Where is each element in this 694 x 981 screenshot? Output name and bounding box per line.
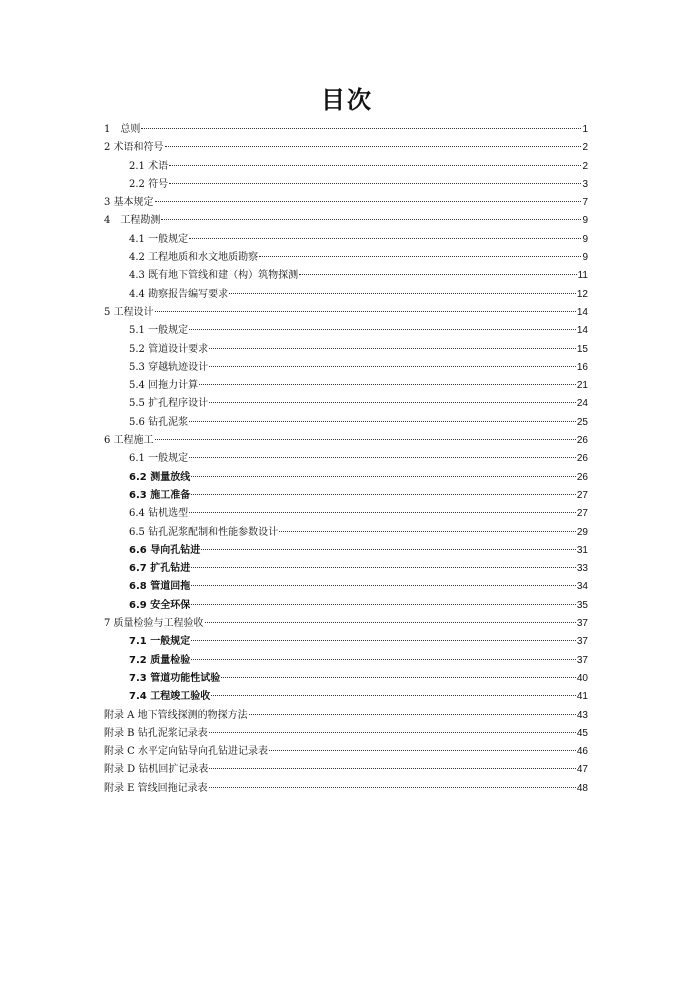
toc-entry[interactable] [104, 578, 588, 596]
toc-page-number: 16 [576, 361, 588, 373]
toc-dot-leader [211, 695, 576, 696]
toc-page-number: 34 [576, 581, 588, 593]
toc-entry-label: 4.2 工程地质和水文地质勘察 [129, 252, 259, 264]
toc-entry-label: 6.6 导向孔钻进 [129, 544, 201, 556]
toc-entry-label: 附录 C 水平定向钻导向孔钻进记录表 [104, 746, 269, 758]
toc-dot-leader [209, 402, 576, 403]
toc-dot-leader [191, 604, 576, 605]
toc-dot-leader [199, 384, 576, 385]
toc-dot-leader [209, 768, 576, 769]
toc-page-number: 21 [576, 380, 588, 392]
toc-page-number: 31 [576, 544, 588, 556]
toc-entry[interactable] [104, 652, 588, 670]
toc-entry-label: 4.3 既有地下管线和建（构）筑物探测 [129, 270, 299, 282]
toc-dot-leader [189, 329, 576, 330]
toc-page-number: 27 [576, 489, 588, 501]
toc-entry-label: 附录 B 钻孔泥浆记录表 [104, 727, 208, 739]
toc-page-number: 26 [576, 453, 588, 465]
toc-dot-leader [155, 311, 576, 312]
toc-entry-label: 6.7 扩孔钻进 [129, 563, 191, 575]
toc-entry-label: 6.4 钻机选型 [129, 508, 189, 520]
toc-entry-label: 5 工程设计 [104, 306, 154, 318]
toc-entry[interactable] [104, 597, 588, 615]
toc-entry[interactable] [104, 249, 588, 267]
toc-entry-label: 5.1 一般规定 [129, 325, 189, 337]
toc-entry-label: 2.1 术语 [129, 160, 169, 172]
toc-entry[interactable] [104, 761, 588, 779]
toc-page-number: 40 [576, 672, 588, 684]
toc-page-number: 25 [576, 416, 588, 428]
toc-page-number: 41 [576, 691, 588, 703]
toc-page-number: 2 [582, 142, 588, 154]
toc-dot-leader [155, 439, 576, 440]
toc-dot-leader [191, 476, 576, 477]
toc-entry-label: 4.1 一般规定 [129, 233, 189, 245]
toc-dot-leader [221, 677, 576, 678]
toc-entry-label: 7.1 一般规定 [129, 636, 191, 648]
table-of-contents [104, 121, 588, 798]
toc-entry[interactable] [104, 743, 588, 761]
toc-entry-label: 7.3 管道功能性试验 [129, 672, 221, 684]
toc-entry[interactable] [104, 725, 588, 743]
toc-page-number: 37 [576, 636, 588, 648]
toc-entry-label: 2 术语和符号 [104, 142, 164, 154]
toc-page-number: 37 [576, 654, 588, 666]
toc-page-number: 9 [582, 233, 588, 245]
toc-dot-leader [209, 366, 576, 367]
toc-page-number: 2 [582, 160, 588, 172]
toc-entry[interactable] [104, 395, 588, 413]
toc-dot-leader [155, 201, 582, 202]
toc-entry[interactable] [104, 688, 588, 706]
toc-page-number: 43 [576, 709, 588, 721]
toc-entry[interactable] [104, 505, 588, 523]
toc-entry[interactable] [104, 322, 588, 340]
toc-entry[interactable] [104, 432, 588, 450]
toc-entry[interactable] [104, 176, 588, 194]
toc-page-number: 26 [576, 471, 588, 483]
toc-entry[interactable] [104, 194, 588, 212]
toc-entry-label: 附录 D 钻机回扩记录表 [104, 764, 209, 776]
toc-entry[interactable] [104, 121, 588, 139]
toc-page-number: 9 [582, 252, 588, 264]
toc-dot-leader [205, 622, 576, 623]
toc-entry-label: 6.5 钻孔泥浆配制和性能参数设计 [129, 526, 279, 538]
toc-page-number: 26 [576, 435, 588, 447]
toc-entry[interactable] [104, 231, 588, 249]
toc-dot-leader [209, 787, 576, 788]
toc-page-number: 24 [576, 398, 588, 410]
toc-page-number: 33 [576, 563, 588, 575]
toc-dot-leader [165, 146, 582, 147]
toc-entry-label: 3 基本规定 [104, 197, 154, 209]
toc-page-number: 11 [577, 270, 588, 282]
toc-entry[interactable] [104, 542, 588, 560]
toc-entry-label: 7 质量检验与工程验收 [104, 618, 204, 630]
toc-dot-leader [201, 549, 576, 550]
toc-page-number: 3 [582, 178, 588, 190]
toc-dot-leader [191, 659, 576, 660]
toc-dot-leader [191, 585, 576, 586]
toc-entry[interactable] [104, 286, 588, 304]
toc-entry[interactable] [104, 633, 588, 651]
toc-entry-label: 5.4 回拖力计算 [129, 380, 199, 392]
toc-entry-label: 7.4 工程竣工验收 [129, 691, 211, 703]
toc-entry-label: 5.6 钻孔泥浆 [129, 416, 189, 428]
toc-entry-label: 4.4 勘察报告编写要求 [129, 288, 229, 300]
toc-page-number: 14 [576, 306, 588, 318]
toc-entry-label: 6.9 安全环保 [129, 599, 191, 611]
toc-entry[interactable] [104, 267, 588, 285]
toc-entry[interactable] [104, 469, 588, 487]
toc-page-number: 14 [576, 325, 588, 337]
toc-dot-leader [259, 256, 581, 257]
toc-entry[interactable] [104, 450, 588, 468]
toc-entry-label: 附录 E 管线回拖记录表 [104, 782, 208, 794]
toc-page-number: 37 [576, 618, 588, 630]
toc-dot-leader [141, 128, 581, 129]
toc-entry[interactable] [104, 615, 588, 633]
toc-page-number: 27 [576, 508, 588, 520]
toc-entry[interactable] [104, 707, 588, 725]
toc-dot-leader [189, 457, 576, 458]
toc-entry-label: 附录 A 地下管线探测的物探方法 [104, 709, 248, 721]
toc-entry-label: 6.1 一般规定 [129, 453, 189, 465]
toc-entry[interactable] [104, 139, 588, 157]
toc-page-number: 48 [576, 782, 588, 794]
toc-entry-label: 5.2 管道设计要求 [129, 343, 209, 355]
toc-dot-leader [191, 640, 576, 641]
toc-dot-leader [269, 750, 576, 751]
toc-entry[interactable] [104, 212, 588, 230]
toc-entry[interactable] [104, 487, 588, 505]
toc-entry-label: 1 总则 [104, 124, 141, 135]
toc-entry-label: 7.2 质量检验 [129, 654, 191, 666]
toc-page-number: 45 [576, 727, 588, 739]
toc-page-number: 1 [582, 124, 588, 135]
toc-entry-label: 5.5 扩孔程序设计 [129, 398, 209, 410]
toc-dot-leader [191, 494, 576, 495]
toc-entry[interactable] [104, 780, 588, 798]
toc-dot-leader [209, 732, 576, 733]
toc-entry-label: 2.2 符号 [129, 178, 169, 190]
toc-entry-label: 6.8 管道回拖 [129, 581, 191, 593]
toc-dot-leader [169, 183, 581, 184]
toc-dot-leader [229, 293, 576, 294]
toc-entry[interactable] [104, 158, 588, 176]
toc-page-number: 29 [576, 526, 588, 538]
toc-page-number: 15 [576, 343, 588, 355]
toc-dot-leader [189, 238, 581, 239]
toc-entry[interactable] [104, 304, 588, 322]
toc-entry-label: 4 工程勘测 [104, 215, 161, 227]
toc-page-number: 47 [576, 764, 588, 776]
toc-entry[interactable] [104, 524, 588, 542]
toc-entry-label: 5.3 穿越轨迹设计 [129, 361, 209, 373]
toc-entry[interactable] [104, 341, 588, 359]
toc-entry[interactable] [104, 414, 588, 432]
toc-page-number: 7 [582, 197, 588, 209]
toc-page-number: 9 [582, 215, 588, 227]
toc-dot-leader [189, 512, 576, 513]
toc-entry[interactable] [104, 560, 588, 578]
toc-dot-leader [191, 567, 576, 568]
page-title: 目次 [321, 86, 373, 114]
toc-dot-leader [161, 219, 581, 220]
toc-dot-leader [299, 274, 577, 275]
toc-entry-label: 6 工程施工 [104, 435, 154, 447]
toc-entry[interactable] [104, 377, 588, 395]
toc-page-number: 35 [576, 599, 588, 611]
toc-dot-leader [209, 348, 576, 349]
toc-entry-label: 6.3 施工准备 [129, 489, 191, 501]
toc-dot-leader [189, 421, 576, 422]
toc-entry-label: 6.2 测量放线 [129, 471, 191, 483]
toc-page-number: 12 [576, 288, 588, 300]
toc-page-number: 46 [576, 746, 588, 758]
toc-dot-leader [169, 165, 581, 166]
toc-entry[interactable] [104, 670, 588, 688]
toc-dot-leader [279, 531, 576, 532]
toc-entry[interactable] [104, 359, 588, 377]
toc-dot-leader [249, 714, 576, 715]
